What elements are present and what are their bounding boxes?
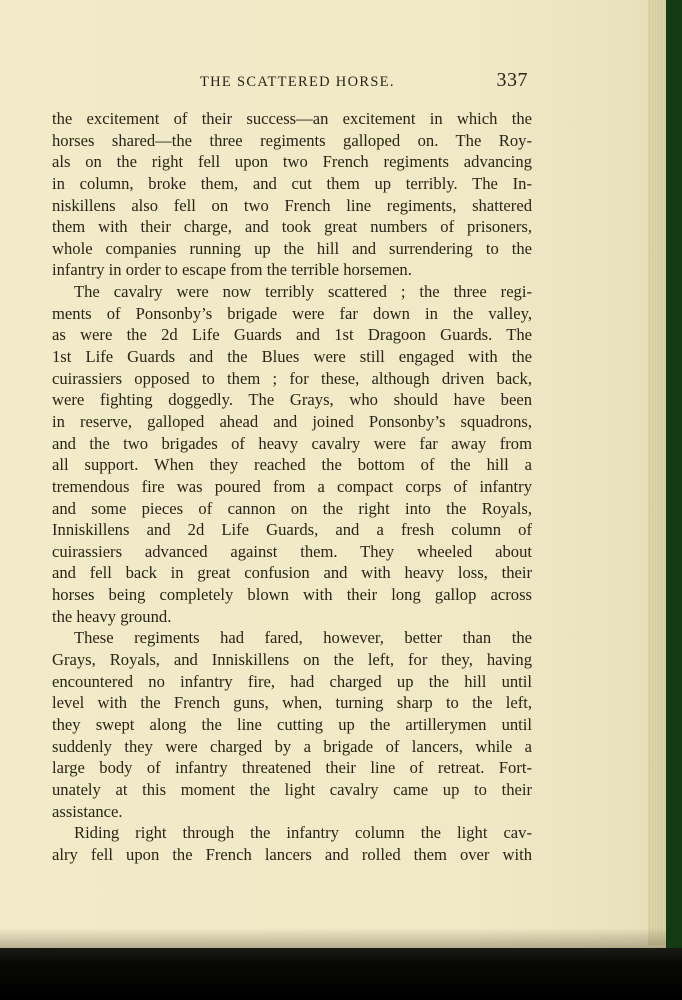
text-line: large body of infantry threatened their line of retreat. Fort- [52, 758, 532, 778]
paragraph-start-line: These regiments had fared, however, better than the [74, 628, 532, 648]
paragraph-start-line: The cavalry were now terribly scattered ; the three regi- [74, 282, 532, 302]
text-line: als on the right fell upon two French regiments advancing [52, 152, 532, 172]
page-bottom-shadow [0, 928, 666, 950]
page-fore-edges [648, 0, 668, 945]
text-line: horses shared—the three regiments galloped on. The Roy- [52, 130, 532, 150]
text-line: Inniskillens and 2d Life Guards, and a fresh column of [52, 520, 532, 540]
text-line: level with the French guns, when, turning sharp to the left, [52, 693, 532, 713]
page-number: 337 [496, 69, 528, 91]
text-line: encountered no infantry fire, had charged up the hill until [52, 671, 532, 691]
text-line: were fighting doggedly. The Grays, who should have been [52, 390, 532, 410]
text-line: cuirassiers advanced against them. They wheeled about [52, 541, 532, 561]
text-line: horses being completely blown with their long gallop across [52, 585, 532, 605]
text-line: the heavy ground. [52, 606, 172, 626]
text-line: unately at this moment the light cavalry came up to their [52, 779, 532, 799]
text-line: all support. When they reached the bottom of the hill a [52, 455, 532, 475]
text-line: ments of Ponsonby’s brigade were far down in the valley, [52, 303, 532, 323]
book-cover-edge [666, 0, 682, 1000]
scan-bottom-border [0, 948, 682, 1000]
text-line: and the two brigades of heavy cavalry were far away from [52, 433, 532, 453]
text-line: infantry in order to escape from the terrible horsemen. [52, 260, 412, 280]
text-line: and fell back in great confusion and with heavy loss, their [52, 563, 532, 583]
text-line: niskillens also fell on two French line regiments, shattered [52, 195, 532, 215]
text-line: tremendous fire was poured from a compact corps of infantry [52, 476, 532, 496]
text-line: them with their charge, and took great numbers of prisoners, [52, 217, 532, 237]
text-line: alry fell upon the French lancers and rolled them over with [52, 844, 532, 864]
paragraph-start-line: Riding right through the infantry column the light cav- [74, 823, 532, 843]
running-head [54, 66, 532, 100]
text-line: they swept along the line cutting up the artillerymen until [52, 714, 532, 734]
text-line: whole companies running up the hill and surrendering to the [52, 238, 532, 258]
text-line: assistance. [52, 801, 123, 821]
text-line: 1st Life Guards and the Blues were still engaged with the [52, 347, 532, 367]
running-title: THE SCATTERED HORSE. [200, 74, 395, 90]
text-line: Grays, Royals, and Inniskillens on the left, for they, having [52, 650, 532, 670]
text-line: cuirassiers opposed to them ; for these, although driven back, [52, 368, 532, 388]
text-line: suddenly they were charged by a brigade of lancers, while a [52, 736, 532, 756]
text-line: and some pieces of cannon on the right into the Royals, [52, 498, 532, 518]
text-line: as were the 2d Life Guards and 1st Dragoon Guards. The [52, 325, 532, 345]
body-text [52, 108, 532, 865]
text-line: the excitement of their success—an excitement in which the [52, 109, 532, 128]
text-line: in reserve, galloped ahead and joined Ponsonby’s squadrons, [52, 411, 532, 431]
text-line: in column, broke them, and cut them up terribly. The In- [52, 173, 532, 193]
